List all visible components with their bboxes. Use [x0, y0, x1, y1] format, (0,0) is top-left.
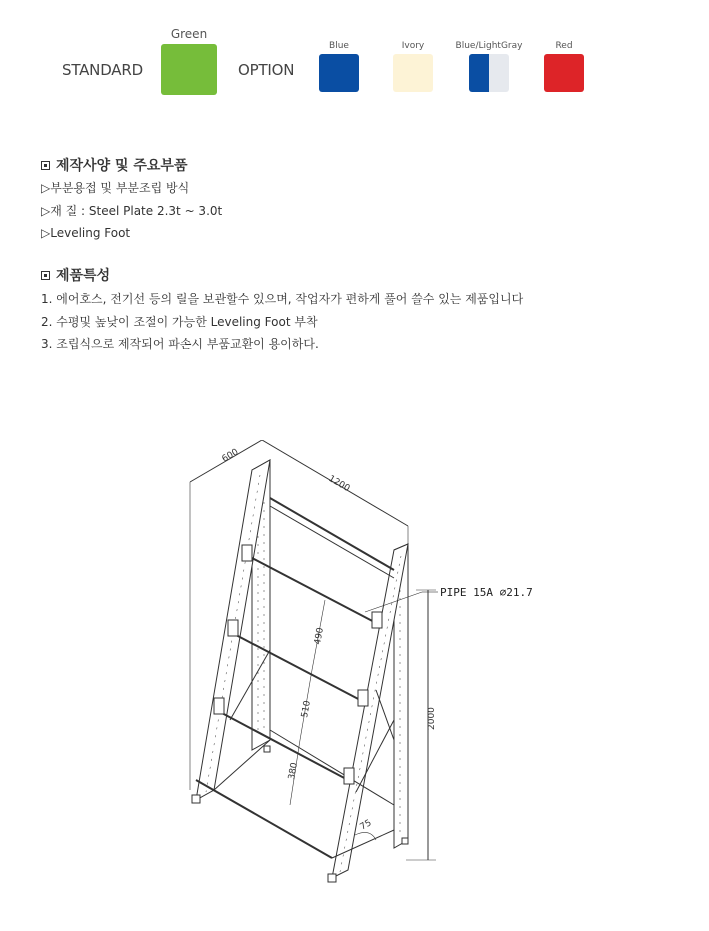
standard-color-name: Green	[170, 27, 208, 41]
dim-angle: 75	[358, 818, 374, 833]
spec-heading	[41, 155, 187, 175]
swatch-ivory[interactable]	[393, 54, 433, 92]
features-heading-text: 제품특성	[56, 268, 111, 284]
option-color-name-ivory: Ivory	[401, 41, 425, 51]
spec-line: ▷재 질 : Steel Plate 2.3t ~ 3.0t	[41, 204, 223, 218]
color-options	[0, 0, 709, 110]
dim-a: 490	[313, 626, 326, 646]
option-label: OPTION	[238, 61, 295, 79]
feature-line: 1. 에어호스, 전기선 등의 릴을 보관할수 있으며, 작업자가 편하게 풀어 쓸수 있는 제품입니다	[41, 292, 524, 306]
features-heading	[41, 265, 110, 285]
pipe-callout: PIPE 15A ∅21.7	[440, 586, 533, 599]
option-color-name-blue-lightgray: Blue/LightGray	[455, 41, 523, 51]
standard-label: STANDARD	[62, 61, 143, 79]
spec-line: ▷부분용접 및 부분조립 방식	[41, 181, 190, 195]
rack-technical-drawing	[180, 440, 540, 920]
feature-line: 2. 수평및 높낮이 조절이 가능한 Leveling Foot 부착	[41, 315, 318, 329]
dim-width: 1200	[326, 473, 352, 495]
swatch-blue-lightgray[interactable]	[469, 54, 509, 92]
dim-b: 510	[300, 699, 313, 719]
square-bullet-icon	[41, 271, 50, 280]
spec-line: ▷Leveling Foot	[41, 226, 131, 240]
square-bullet-icon	[41, 161, 50, 170]
dim-height: 2000	[427, 707, 437, 730]
option-color-name-blue: Blue	[329, 41, 349, 51]
dim-c: 380	[287, 761, 300, 781]
option-color-name-red: Red	[555, 41, 573, 51]
swatch-red[interactable]	[544, 54, 584, 92]
spec-heading-text: 제작사양 및 주요부품	[56, 158, 188, 174]
feature-line: 3. 조립식으로 제작되어 파손시 부품교환이 용이하다.	[41, 337, 319, 351]
dim-depth: 600	[220, 447, 241, 465]
rack-drawing-svg	[180, 440, 540, 920]
swatch-green[interactable]	[161, 44, 217, 95]
swatch-blue[interactable]	[319, 54, 359, 92]
